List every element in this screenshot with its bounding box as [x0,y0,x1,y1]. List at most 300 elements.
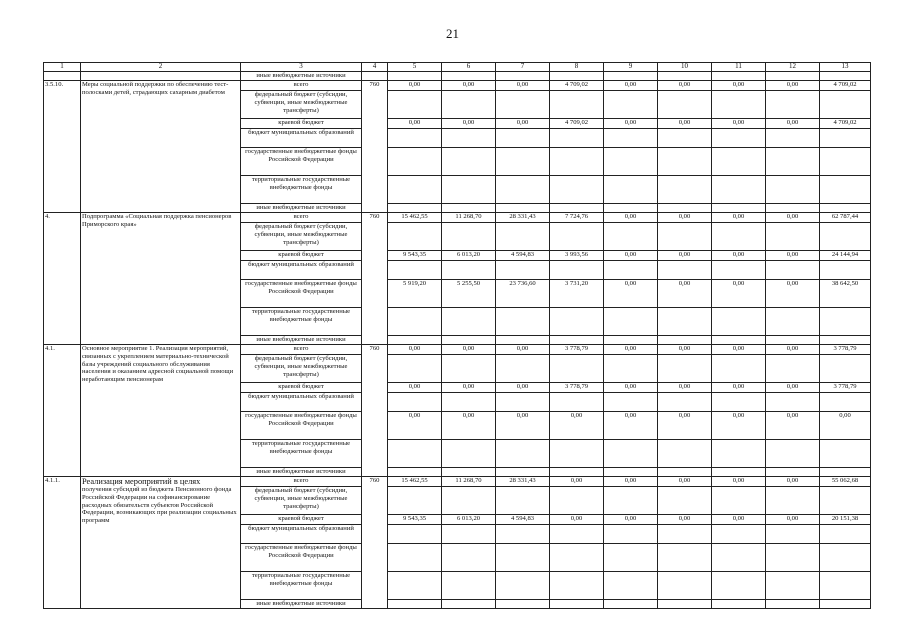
empty-cell [44,72,81,81]
empty-cell [442,176,496,204]
empty-cell [550,393,604,412]
value-cell: 0,00 [712,213,766,223]
value-cell: 15 462,55 [388,213,442,223]
empty-cell [496,129,550,148]
value-cell: 0,00 [388,345,442,355]
empty-cell [712,148,766,176]
row-name-text: Подпрограмма «Социальная поддержка пенсионеров Приморского края» [82,213,232,228]
value-cell: 0,00 [604,251,658,261]
value-cell: 0,00 [766,280,820,308]
empty-cell [604,176,658,204]
empty-cell [550,148,604,176]
empty-cell [712,544,766,572]
value-cell: 0,00 [388,81,442,91]
value-cell: 0,00 [604,383,658,393]
empty-cell [712,91,766,119]
empty-cell [604,223,658,251]
empty-cell [604,261,658,280]
empty-cell [766,91,820,119]
empty-cell [712,600,766,609]
empty-cell [658,72,712,81]
value-cell: 4 709,02 [820,81,871,91]
empty-cell [658,336,712,345]
empty-cell [388,261,442,280]
value-cell: 0,00 [712,251,766,261]
empty-cell [604,440,658,468]
empty-cell [550,600,604,609]
empty-cell [820,223,871,251]
value-cell: 0,00 [604,412,658,440]
empty-cell [658,487,712,515]
value-cell: 4 709,02 [550,119,604,129]
empty-cell [550,204,604,213]
value-cell: 28 331,43 [496,213,550,223]
empty-cell [388,72,442,81]
empty-cell [81,72,241,81]
empty-cell [604,91,658,119]
value-cell: 0,00 [388,412,442,440]
value-cell: 0,00 [442,412,496,440]
value-cell: 0,00 [658,280,712,308]
empty-cell [442,440,496,468]
empty-cell [496,148,550,176]
empty-cell [604,393,658,412]
row-name [81,213,241,345]
empty-cell [442,355,496,383]
value-cell: 5 919,20 [388,280,442,308]
value-cell: 3 778,79 [820,345,871,355]
value-cell: 0,00 [658,412,712,440]
empty-cell [820,544,871,572]
empty-cell [766,440,820,468]
empty-cell [550,544,604,572]
empty-cell [820,393,871,412]
source-label: государственные внебюджетные фонды Российской Федерации [241,280,362,308]
empty-cell [658,204,712,213]
empty-cell [442,525,496,544]
source-label: всего [241,81,362,91]
empty-cell [496,393,550,412]
value-cell: 3 731,20 [550,280,604,308]
source-label: всего [241,345,362,355]
value-cell: 23 736,60 [496,280,550,308]
empty-cell [388,355,442,383]
value-cell: 0,00 [712,515,766,525]
value-cell: 62 787,44 [820,213,871,223]
column-header: 5 [388,63,442,72]
empty-cell [604,600,658,609]
empty-cell [496,544,550,572]
row-code: 4.1. [44,345,81,477]
value-cell: 55 062,68 [820,477,871,487]
source-label: федеральный бюджет (субсидии, субвенции, иные межбюджетные трансферты) [241,487,362,515]
value-cell: 0,00 [766,213,820,223]
value-cell: 0,00 [550,477,604,487]
empty-cell [496,204,550,213]
source-label: территориальные государственные внебюджетные фонды [241,440,362,468]
row-name-text: Меры социальной поддержки по обеспечению тест-полосками детей, страдающих сахарным диабетом [82,81,229,96]
row-name-text: Основное мероприятие 1. Реализация мероприятий, связанных с укреплением материально-технической базы учреждений социального обслуживания населения и оказанием адресной социальной помощи неработающим пенсионерам [82,345,234,384]
empty-cell [550,261,604,280]
value-cell: 0,00 [658,81,712,91]
empty-cell [604,129,658,148]
empty-cell [766,525,820,544]
source-label: краевой бюджет [241,515,362,525]
empty-cell [388,572,442,600]
empty-cell [658,176,712,204]
empty-cell [442,572,496,600]
empty-cell [550,440,604,468]
empty-cell [658,600,712,609]
source-label: федеральный бюджет (субсидии, субвенции, иные межбюджетные трансферты) [241,223,362,251]
value-cell: 38 642,50 [820,280,871,308]
empty-cell [550,129,604,148]
row-name [81,345,241,477]
empty-cell [604,72,658,81]
value-cell: 0,00 [604,515,658,525]
empty-cell [658,355,712,383]
empty-cell [820,91,871,119]
value-cell: 0,00 [604,280,658,308]
empty-cell [820,72,871,81]
empty-cell [550,355,604,383]
value-cell: 24 144,94 [820,251,871,261]
value-cell: 0,00 [496,412,550,440]
empty-cell [712,487,766,515]
empty-cell [658,393,712,412]
source-label: краевой бюджет [241,251,362,261]
grbs-code: 760 [362,477,388,609]
grbs-code: 760 [362,213,388,345]
empty-cell [658,544,712,572]
source-label: всего [241,213,362,223]
empty-cell [604,544,658,572]
empty-cell [496,223,550,251]
empty-cell [550,572,604,600]
empty-cell [712,223,766,251]
empty-cell [766,572,820,600]
empty-cell [712,393,766,412]
value-cell: 0,00 [766,515,820,525]
empty-cell [442,336,496,345]
value-cell: 3 778,79 [820,383,871,393]
empty-cell [712,72,766,81]
value-cell: 0,00 [712,477,766,487]
empty-cell [604,148,658,176]
value-cell: 0,00 [496,345,550,355]
value-cell: 0,00 [766,477,820,487]
empty-cell [820,468,871,477]
empty-cell [658,223,712,251]
empty-cell [388,544,442,572]
empty-cell [658,572,712,600]
value-cell: 4 594,83 [496,515,550,525]
empty-cell [820,308,871,336]
empty-cell [766,355,820,383]
source-label: иные внебюджетные источники [241,600,362,609]
value-cell: 9 543,35 [388,251,442,261]
empty-cell [658,91,712,119]
value-cell: 0,00 [604,345,658,355]
empty-cell [766,176,820,204]
empty-cell [550,72,604,81]
empty-cell [442,129,496,148]
value-cell: 6 013,20 [442,515,496,525]
source-label: территориальные государственные внебюджетные фонды [241,308,362,336]
table-row [44,477,871,487]
empty-cell [712,176,766,204]
value-cell: 0,00 [388,119,442,129]
empty-cell [550,336,604,345]
value-cell: 0,00 [766,251,820,261]
empty-cell [388,91,442,119]
empty-cell [820,336,871,345]
empty-cell [766,261,820,280]
value-cell: 0,00 [712,383,766,393]
source-label: бюджет муниципальных образований [241,393,362,412]
empty-cell [712,355,766,383]
value-cell: 4 709,02 [550,81,604,91]
empty-cell [442,223,496,251]
empty-cell [496,525,550,544]
empty-cell [766,308,820,336]
value-cell: 11 268,70 [442,213,496,223]
empty-cell [766,223,820,251]
empty-cell [362,72,388,81]
empty-cell [442,468,496,477]
value-cell: 0,00 [442,119,496,129]
value-cell: 0,00 [658,213,712,223]
empty-cell [550,91,604,119]
empty-cell [496,600,550,609]
empty-cell [442,308,496,336]
column-header: 12 [766,63,820,72]
empty-cell [388,148,442,176]
empty-cell [658,308,712,336]
empty-cell [820,261,871,280]
column-header: 9 [604,63,658,72]
empty-cell [712,129,766,148]
value-cell: 0,00 [712,81,766,91]
empty-cell [658,440,712,468]
value-cell: 0,00 [712,280,766,308]
row-name-lead: Реализация мероприятий в целях [82,477,201,486]
value-cell: 0,00 [766,412,820,440]
column-header: 4 [362,63,388,72]
value-cell: 0,00 [604,477,658,487]
empty-cell [820,129,871,148]
empty-cell [550,223,604,251]
empty-cell [550,176,604,204]
empty-cell [388,336,442,345]
empty-cell [442,91,496,119]
empty-cell [388,468,442,477]
empty-cell [658,261,712,280]
value-cell: 0,00 [388,383,442,393]
empty-cell [496,261,550,280]
empty-cell [766,72,820,81]
value-cell: 0,00 [712,412,766,440]
empty-cell [820,204,871,213]
empty-cell [550,468,604,477]
empty-cell [766,468,820,477]
value-cell: 7 724,76 [550,213,604,223]
empty-cell [712,468,766,477]
value-cell: 5 255,50 [442,280,496,308]
table-row [44,81,871,91]
value-cell: 0,00 [442,81,496,91]
empty-cell [496,72,550,81]
column-header: 2 [81,63,241,72]
grbs-code: 760 [362,81,388,213]
empty-cell [658,148,712,176]
empty-cell [604,572,658,600]
value-cell: 0,00 [604,119,658,129]
source-label: государственные внебюджетные фонды Российской Федерации [241,544,362,572]
column-header: 1 [44,63,81,72]
source-label: иные внебюджетные источники [241,468,362,477]
value-cell: 0,00 [604,213,658,223]
value-cell: 3 778,79 [550,383,604,393]
value-cell: 0,00 [658,119,712,129]
column-header: 10 [658,63,712,72]
empty-cell [496,355,550,383]
value-cell: 11 268,70 [442,477,496,487]
page-number: 21 [446,26,459,41]
value-cell: 0,00 [442,383,496,393]
empty-cell [442,544,496,572]
value-cell: 28 331,43 [496,477,550,487]
empty-cell [712,440,766,468]
source-label: территориальные государственные внебюджетные фонды [241,572,362,600]
empty-cell [766,129,820,148]
empty-cell [442,487,496,515]
empty-cell [820,525,871,544]
empty-cell [712,525,766,544]
value-cell: 0,00 [550,515,604,525]
value-cell: 0,00 [766,119,820,129]
column-header: 11 [712,63,766,72]
empty-cell [388,440,442,468]
column-header: 3 [241,63,362,72]
value-cell: 0,00 [496,383,550,393]
row-name [81,477,241,609]
value-cell: 0,00 [820,412,871,440]
empty-cell [496,336,550,345]
value-cell: 0,00 [658,345,712,355]
source-label: территориальные государственные внебюджетные фонды [241,176,362,204]
empty-cell [658,129,712,148]
value-cell: 0,00 [658,515,712,525]
column-header: 13 [820,63,871,72]
value-cell: 0,00 [496,119,550,129]
value-cell: 0,00 [496,81,550,91]
empty-cell [442,600,496,609]
empty-cell [712,261,766,280]
empty-cell [820,440,871,468]
empty-cell [604,308,658,336]
source-label: иные внебюджетные источники [241,72,362,81]
empty-cell [820,355,871,383]
empty-cell [712,308,766,336]
source-label: краевой бюджет [241,383,362,393]
value-cell: 0,00 [712,119,766,129]
empty-cell [604,468,658,477]
value-cell: 9 543,35 [388,515,442,525]
empty-cell [820,572,871,600]
empty-cell [496,487,550,515]
value-cell: 0,00 [550,412,604,440]
empty-cell [442,393,496,412]
grbs-code: 760 [362,345,388,477]
empty-cell [658,468,712,477]
row-code: 3.5.10. [44,81,81,213]
empty-cell [388,600,442,609]
source-label: государственные внебюджетные фонды Российской Федерации [241,148,362,176]
empty-cell [604,355,658,383]
empty-cell [766,148,820,176]
empty-cell [442,261,496,280]
row-code: 4.1.1. [44,477,81,609]
value-cell: 3 778,79 [550,345,604,355]
value-cell: 0,00 [442,345,496,355]
empty-cell [442,148,496,176]
empty-cell [766,487,820,515]
source-label: федеральный бюджет (субсидии, субвенции, иные межбюджетные трансферты) [241,91,362,119]
row-code: 4. [44,213,81,345]
source-label: бюджет муниципальных образований [241,261,362,280]
value-cell: 20 151,38 [820,515,871,525]
empty-cell [388,129,442,148]
empty-cell [496,91,550,119]
value-cell: 0,00 [604,81,658,91]
empty-cell [658,525,712,544]
empty-cell [712,572,766,600]
empty-cell [712,204,766,213]
value-cell: 15 462,55 [388,477,442,487]
source-label: федеральный бюджет (субсидии, субвенции, иные межбюджетные трансферты) [241,355,362,383]
empty-cell [550,525,604,544]
value-cell: 0,00 [766,345,820,355]
empty-cell [496,308,550,336]
empty-cell [388,393,442,412]
source-label: краевой бюджет [241,119,362,129]
value-cell: 3 993,56 [550,251,604,261]
empty-cell [820,148,871,176]
empty-cell [550,487,604,515]
empty-cell [766,204,820,213]
empty-cell [496,440,550,468]
budget-table [43,62,871,609]
empty-cell [388,525,442,544]
table-row [44,345,871,355]
value-cell: 0,00 [766,383,820,393]
value-cell: 0,00 [712,345,766,355]
empty-cell [496,572,550,600]
column-header: 6 [442,63,496,72]
row-name-text: получения субсидий из бюджета Пенсионного фонда Российской Федерации на софинансирование расходных обязательств субъектов Российской Федерации, возникающих при реализации социальных программ [82,486,237,525]
empty-cell [442,204,496,213]
value-cell: 4 594,83 [496,251,550,261]
value-cell: 0,00 [658,383,712,393]
empty-cell [766,600,820,609]
source-label: бюджет муниципальных образований [241,129,362,148]
source-label: бюджет муниципальных образований [241,525,362,544]
empty-cell [388,223,442,251]
table-row [44,213,871,223]
empty-cell [820,487,871,515]
source-label: иные внебюджетные источники [241,336,362,345]
